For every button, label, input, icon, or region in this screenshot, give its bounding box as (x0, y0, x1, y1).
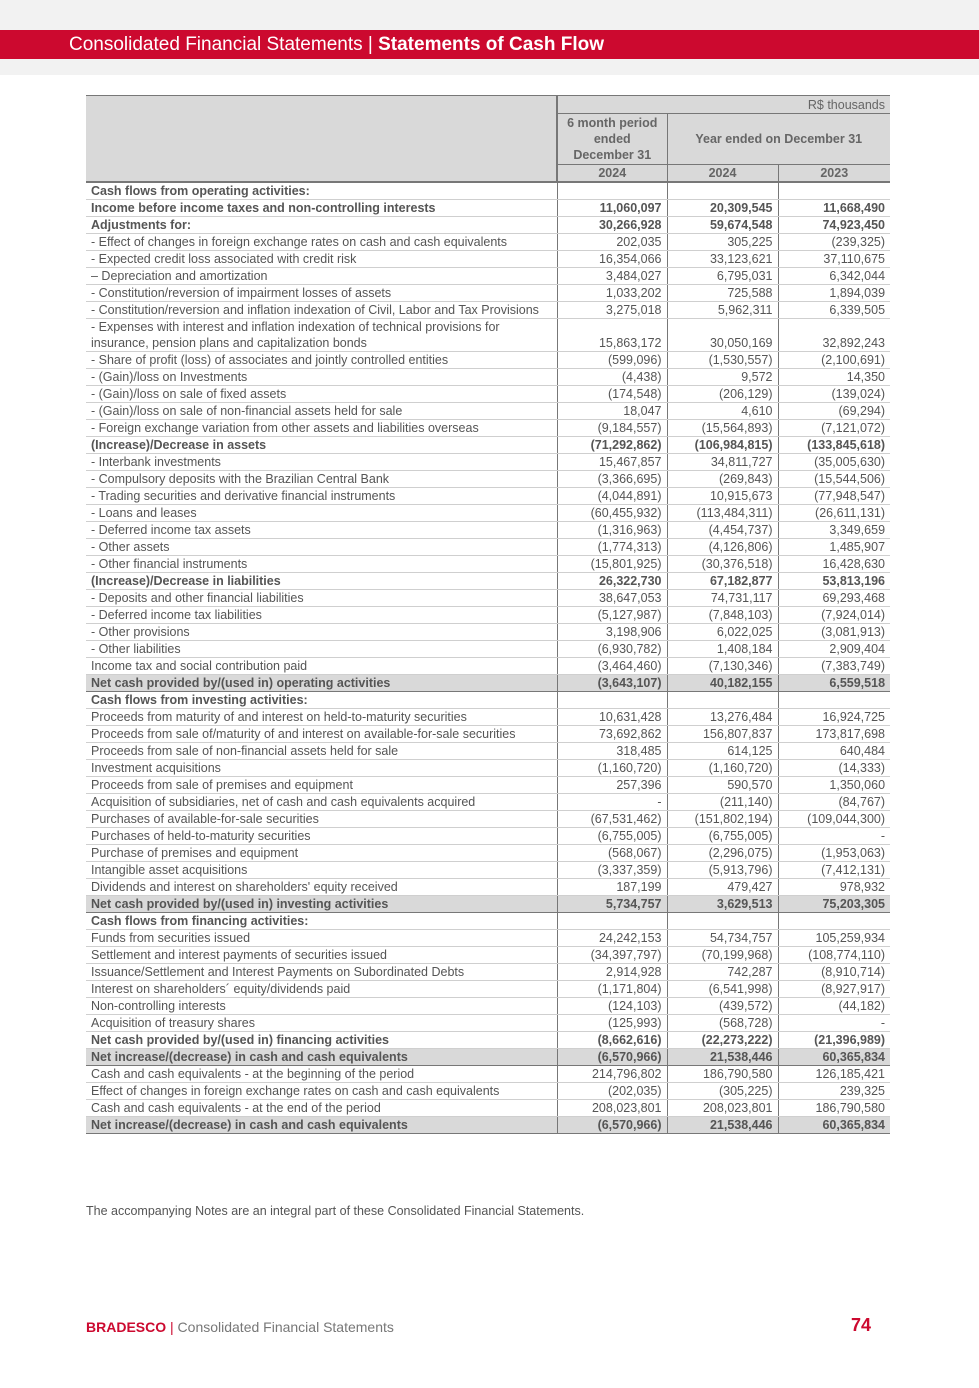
row-label: Net cash provided by/(used in) financing activities (86, 1032, 557, 1049)
row-label: Proceeds from sale of/maturity of and interest on available-for-sale securities (86, 726, 557, 743)
row-value-1: (1,171,804) (557, 981, 667, 998)
row-label: Investment acquisitions (86, 760, 557, 777)
table-row (86, 930, 890, 947)
table-row (86, 709, 890, 726)
footer-section: Consolidated Financial Statements (177, 1319, 394, 1335)
row-value-3: (3,081,913) (778, 624, 890, 641)
table-row (86, 794, 890, 811)
row-value-3: 32,892,243 (778, 319, 890, 352)
row-value-1: (8,662,616) (557, 1032, 667, 1049)
table-row (86, 573, 890, 590)
table-row (86, 1066, 890, 1083)
row-value-2: 21,538,446 (667, 1117, 778, 1134)
row-label: Proceeds from maturity of and interest on held-to-maturity securities (86, 709, 557, 726)
table-row (86, 726, 890, 743)
row-value-2: (568,728) (667, 1015, 778, 1032)
row-label: - Other assets (86, 539, 557, 556)
row-value-2: (151,802,194) (667, 811, 778, 828)
table-row (86, 251, 890, 268)
row-value-2: (211,140) (667, 794, 778, 811)
row-value-3: 74,923,450 (778, 217, 890, 234)
row-label: - Expenses with interest and inflation indexation of technical provisions for insurance, pension plans and capitalization bonds (86, 319, 557, 352)
row-value-3: 1,350,060 (778, 777, 890, 794)
row-label: - Interbank investments (86, 454, 557, 471)
table-row (86, 692, 890, 709)
row-value-3: 640,484 (778, 743, 890, 760)
table-row (86, 556, 890, 573)
row-label: - Constitution/reversion and inflation indexation of Civil, Labor and Tax Provisions (86, 302, 557, 319)
row-value-1: (6,755,005) (557, 828, 667, 845)
table-row (86, 217, 890, 234)
row-value-1: 214,796,802 (557, 1066, 667, 1083)
row-value-2: 33,123,621 (667, 251, 778, 268)
header-separator: | (367, 34, 373, 55)
row-label: - Loans and leases (86, 505, 557, 522)
row-value-3: 16,428,630 (778, 556, 890, 573)
row-value-1: 187,199 (557, 879, 667, 896)
col-year-3: 2023 (778, 165, 890, 183)
table-row (86, 539, 890, 556)
header-title: Statements of Cash Flow (378, 34, 605, 55)
table-row (86, 828, 890, 845)
row-value-3: (35,005,630) (778, 454, 890, 471)
row-value-2: (2,296,075) (667, 845, 778, 862)
row-value-3: (7,924,014) (778, 607, 890, 624)
table-row (86, 913, 890, 930)
row-value-3: 6,342,044 (778, 268, 890, 285)
row-value-2: (30,376,518) (667, 556, 778, 573)
row-value-2: (7,130,346) (667, 658, 778, 675)
row-value-1: 5,734,757 (557, 896, 667, 913)
row-value-2: 3,629,513 (667, 896, 778, 913)
row-label: Income before income taxes and non-controlling interests (86, 200, 557, 217)
row-value-3 (778, 692, 890, 709)
row-value-2: 725,588 (667, 285, 778, 302)
row-label: Purchases of held-to-maturity securities (86, 828, 557, 845)
row-value-3: 69,293,468 (778, 590, 890, 607)
row-label: Income tax and social contribution paid (86, 658, 557, 675)
row-label: - Foreign exchange variation from other assets and liabilities overseas (86, 420, 557, 437)
row-value-3: 60,365,834 (778, 1117, 890, 1134)
header-section: Consolidated Financial Statements (69, 34, 363, 55)
row-value-1: 16,354,066 (557, 251, 667, 268)
col-header-year: Year ended on December 31 (667, 114, 890, 165)
row-value-1: (1,316,963) (557, 522, 667, 539)
table-header (86, 96, 890, 183)
row-value-3 (778, 913, 890, 930)
row-value-2: 479,427 (667, 879, 778, 896)
row-label: (Increase)/Decrease in liabilities (86, 573, 557, 590)
row-value-1: 3,198,906 (557, 624, 667, 641)
row-value-3: (69,294) (778, 403, 890, 420)
row-value-1: (4,438) (557, 369, 667, 386)
row-label: - (Gain)/loss on sale of fixed assets (86, 386, 557, 403)
row-value-3: (44,182) (778, 998, 890, 1015)
row-value-3: 105,259,934 (778, 930, 890, 947)
row-label: Cash flows from operating activities: (86, 182, 557, 200)
row-value-3: (7,121,072) (778, 420, 890, 437)
row-value-2: 10,915,673 (667, 488, 778, 505)
row-label: - Share of profit (loss) of associates and jointly controlled entities (86, 352, 557, 369)
row-label: Non-controlling interests (86, 998, 557, 1015)
row-value-3: (239,325) (778, 234, 890, 251)
page-number: 74 (851, 1315, 872, 1335)
row-value-1: (3,337,359) (557, 862, 667, 879)
row-value-3: 37,110,675 (778, 251, 890, 268)
row-value-1: 208,023,801 (557, 1100, 667, 1117)
row-value-2: 4,610 (667, 403, 778, 420)
row-value-2: (7,848,103) (667, 607, 778, 624)
table-row (86, 1032, 890, 1049)
row-value-3: - (778, 1015, 890, 1032)
row-value-1: 15,467,857 (557, 454, 667, 471)
row-value-1: (6,570,966) (557, 1049, 667, 1066)
row-value-2: (305,225) (667, 1083, 778, 1100)
row-label: Settlement and interest payments of securities issued (86, 947, 557, 964)
row-value-2: 186,790,580 (667, 1066, 778, 1083)
row-value-3: (14,333) (778, 760, 890, 777)
table-row (86, 200, 890, 217)
row-value-1: (3,643,107) (557, 675, 667, 692)
row-value-2: (1,530,557) (667, 352, 778, 369)
row-label: - (Gain)/loss on Investments (86, 369, 557, 386)
table-row (86, 268, 890, 285)
row-label: Acquisition of treasury shares (86, 1015, 557, 1032)
row-value-1: 1,033,202 (557, 285, 667, 302)
table-row (86, 352, 890, 369)
row-value-2: (15,564,893) (667, 420, 778, 437)
row-value-3: 53,813,196 (778, 573, 890, 590)
table-row (86, 505, 890, 522)
row-value-1: - (557, 794, 667, 811)
row-value-1: (34,397,797) (557, 947, 667, 964)
row-value-2: (4,126,806) (667, 539, 778, 556)
row-value-3: (21,396,989) (778, 1032, 890, 1049)
row-value-1: (67,531,462) (557, 811, 667, 828)
row-value-2: 208,023,801 (667, 1100, 778, 1117)
row-value-2: (5,913,796) (667, 862, 778, 879)
row-label: Dividends and interest on shareholders' equity received (86, 879, 557, 896)
row-value-2: 67,182,877 (667, 573, 778, 590)
row-value-2: 20,309,545 (667, 200, 778, 217)
row-value-3: (15,544,506) (778, 471, 890, 488)
table-row (86, 302, 890, 319)
table-row (86, 896, 890, 913)
row-value-2: 54,734,757 (667, 930, 778, 947)
row-value-3 (778, 182, 890, 200)
row-value-3: (26,611,131) (778, 505, 890, 522)
table-row (86, 386, 890, 403)
table-row (86, 285, 890, 302)
row-label: Cash and cash equivalents - at the end of the period (86, 1100, 557, 1117)
page-header-banner (0, 30, 979, 59)
row-value-3: 16,924,725 (778, 709, 890, 726)
table-row (86, 947, 890, 964)
row-value-2: 59,674,548 (667, 217, 778, 234)
table-row (86, 811, 890, 828)
row-value-1: 11,060,097 (557, 200, 667, 217)
row-value-3: (7,383,749) (778, 658, 890, 675)
table-row (86, 1049, 890, 1066)
row-value-3: 3,349,659 (778, 522, 890, 539)
row-value-2: (6,541,998) (667, 981, 778, 998)
table-row (86, 641, 890, 658)
row-value-1: (568,067) (557, 845, 667, 862)
row-value-3: (7,412,131) (778, 862, 890, 879)
row-label: Net increase/(decrease) in cash and cash equivalents (86, 1049, 557, 1066)
table-row (86, 420, 890, 437)
row-value-2: (206,129) (667, 386, 778, 403)
row-label: - Other provisions (86, 624, 557, 641)
row-value-1: (1,160,720) (557, 760, 667, 777)
row-value-3: (1,953,063) (778, 845, 890, 862)
row-label: Adjustments for: (86, 217, 557, 234)
row-value-3: 11,668,490 (778, 200, 890, 217)
table-row (86, 1117, 890, 1134)
row-value-2: 9,572 (667, 369, 778, 386)
row-label: - (Gain)/loss on sale of non-financial assets held for sale (86, 403, 557, 420)
row-label: Intangible asset acquisitions (86, 862, 557, 879)
table-row (86, 522, 890, 539)
row-label: Funds from securities issued (86, 930, 557, 947)
row-label: – Depreciation and amortization (86, 268, 557, 285)
row-label: Issuance/Settlement and Interest Payments on Subordinated Debts (86, 964, 557, 981)
row-value-1: 15,863,172 (557, 319, 667, 352)
row-label: - Deferred income tax liabilities (86, 607, 557, 624)
top-margin-band (0, 0, 979, 30)
unit-label: R$ thousands (557, 96, 890, 114)
table-row (86, 998, 890, 1015)
table-row (86, 1100, 890, 1117)
row-value-2: 5,962,311 (667, 302, 778, 319)
table-row (86, 369, 890, 386)
row-value-3: 6,559,518 (778, 675, 890, 692)
row-value-3: 186,790,580 (778, 1100, 890, 1117)
row-label: - Deposits and other financial liabilities (86, 590, 557, 607)
row-value-1: (3,366,695) (557, 471, 667, 488)
row-label: - Effect of changes in foreign exchange rates on cash and cash equivalents (86, 234, 557, 251)
row-label: Interest on shareholders´ equity/dividends paid (86, 981, 557, 998)
row-value-1: (5,127,987) (557, 607, 667, 624)
row-value-3: 173,817,698 (778, 726, 890, 743)
row-label: Proceeds from sale of premises and equipment (86, 777, 557, 794)
table-row (86, 862, 890, 879)
row-value-2: 590,570 (667, 777, 778, 794)
row-label: (Increase)/Decrease in assets (86, 437, 557, 454)
col-year-1: 2024 (557, 165, 667, 183)
row-label: Net cash provided by/(used in) investing activities (86, 896, 557, 913)
table-row (86, 743, 890, 760)
row-value-2 (667, 182, 778, 200)
row-value-3: (77,948,547) (778, 488, 890, 505)
table-row (86, 590, 890, 607)
row-value-2: 21,538,446 (667, 1049, 778, 1066)
header-blank-cell (86, 96, 557, 183)
footer-brand: BRADESCO (86, 1319, 167, 1335)
table-row (86, 454, 890, 471)
row-label: Net cash provided by/(used in) operating activities (86, 675, 557, 692)
row-value-1: (4,044,891) (557, 488, 667, 505)
row-value-1: 318,485 (557, 743, 667, 760)
row-label: Acquisition of subsidiaries, net of cash and cash equivalents acquired (86, 794, 557, 811)
row-value-1: 2,914,928 (557, 964, 667, 981)
row-value-1: (6,570,966) (557, 1117, 667, 1134)
row-value-1 (557, 182, 667, 200)
row-value-2 (667, 692, 778, 709)
row-value-2: (6,755,005) (667, 828, 778, 845)
row-value-2: 6,795,031 (667, 268, 778, 285)
table-row (86, 234, 890, 251)
row-value-2: (439,572) (667, 998, 778, 1015)
row-value-1: 10,631,428 (557, 709, 667, 726)
row-value-3: 60,365,834 (778, 1049, 890, 1066)
row-value-1: 24,242,153 (557, 930, 667, 947)
row-value-2: (70,199,968) (667, 947, 778, 964)
row-value-1 (557, 692, 667, 709)
row-value-1: 73,692,862 (557, 726, 667, 743)
row-value-3: 1,894,039 (778, 285, 890, 302)
table-row (86, 488, 890, 505)
row-value-2: (106,984,815) (667, 437, 778, 454)
row-value-1: (9,184,557) (557, 420, 667, 437)
row-value-2: 40,182,155 (667, 675, 778, 692)
row-label: Cash flows from financing activities: (86, 913, 557, 930)
row-value-1: 257,396 (557, 777, 667, 794)
row-value-1: (15,801,925) (557, 556, 667, 573)
row-label: - Constitution/reversion of impairment losses of assets (86, 285, 557, 302)
table-row (86, 319, 890, 352)
row-value-3: 6,339,505 (778, 302, 890, 319)
row-value-1: 202,035 (557, 234, 667, 251)
row-value-2: 74,731,117 (667, 590, 778, 607)
table-row (86, 760, 890, 777)
row-value-1: (3,464,460) (557, 658, 667, 675)
row-value-1: (202,035) (557, 1083, 667, 1100)
row-value-3: (2,100,691) (778, 352, 890, 369)
row-label: - Other financial instruments (86, 556, 557, 573)
row-value-3: (133,845,618) (778, 437, 890, 454)
row-value-2: (113,484,311) (667, 505, 778, 522)
row-value-1: 30,266,928 (557, 217, 667, 234)
row-value-3: (8,927,917) (778, 981, 890, 998)
row-value-1: (124,103) (557, 998, 667, 1015)
row-label: - Other liabilities (86, 641, 557, 658)
table-row (86, 981, 890, 998)
row-value-1 (557, 913, 667, 930)
row-value-1: 18,047 (557, 403, 667, 420)
row-label: Cash flows from investing activities: (86, 692, 557, 709)
row-value-3: 75,203,305 (778, 896, 890, 913)
row-value-2: (4,454,737) (667, 522, 778, 539)
row-value-3: 239,325 (778, 1083, 890, 1100)
row-value-2: 1,408,184 (667, 641, 778, 658)
header-under-band (0, 59, 979, 75)
row-value-3: 978,932 (778, 879, 890, 896)
table-body (86, 182, 890, 1134)
row-label: - Deferred income tax assets (86, 522, 557, 539)
row-label: - Compulsory deposits with the Brazilian Central Bank (86, 471, 557, 488)
table-row (86, 879, 890, 896)
col-year-2: 2024 (667, 165, 778, 183)
row-value-1: (60,455,932) (557, 505, 667, 522)
table-row (86, 1015, 890, 1032)
row-value-2: 34,811,727 (667, 454, 778, 471)
row-label: Net increase/(decrease) in cash and cash equivalents (86, 1117, 557, 1134)
row-value-1: 26,322,730 (557, 573, 667, 590)
table-row (86, 964, 890, 981)
row-value-2: 156,807,837 (667, 726, 778, 743)
row-label: - Expected credit loss associated with credit risk (86, 251, 557, 268)
row-value-3: 1,485,907 (778, 539, 890, 556)
row-value-3: - (778, 828, 890, 845)
row-value-2: 614,125 (667, 743, 778, 760)
row-value-3: (109,044,300) (778, 811, 890, 828)
table-row (86, 658, 890, 675)
footer-separator: | (170, 1319, 174, 1335)
row-label: Cash and cash equivalents - at the beginning of the period (86, 1066, 557, 1083)
table-row (86, 182, 890, 200)
row-value-3: 126,185,421 (778, 1066, 890, 1083)
row-value-3: (108,774,110) (778, 947, 890, 964)
row-value-3: 14,350 (778, 369, 890, 386)
table-row (86, 777, 890, 794)
row-value-2 (667, 913, 778, 930)
footnote: The accompanying Notes are an integral part of these Consolidated Financial Statements. (86, 1204, 585, 1218)
row-value-1: (1,774,313) (557, 539, 667, 556)
table-row (86, 845, 890, 862)
table-row (86, 1083, 890, 1100)
table-row (86, 607, 890, 624)
page-footer (86, 1319, 394, 1335)
row-value-2: 30,050,169 (667, 319, 778, 352)
row-value-1: 38,647,053 (557, 590, 667, 607)
row-value-2: 742,287 (667, 964, 778, 981)
row-label: Purchase of premises and equipment (86, 845, 557, 862)
row-value-2: (269,843) (667, 471, 778, 488)
table-row (86, 624, 890, 641)
table-row (86, 403, 890, 420)
row-label: Effect of changes in foreign exchange rates on cash and cash equivalents (86, 1083, 557, 1100)
row-value-1: (6,930,782) (557, 641, 667, 658)
row-value-1: 3,484,027 (557, 268, 667, 285)
table-row (86, 437, 890, 454)
row-value-1: 3,275,018 (557, 302, 667, 319)
row-value-2: (22,273,222) (667, 1032, 778, 1049)
row-label: Purchases of available-for-sale securities (86, 811, 557, 828)
row-value-1: (599,096) (557, 352, 667, 369)
cash-flow-table (86, 95, 890, 1134)
table-row (86, 471, 890, 488)
row-value-1: (71,292,862) (557, 437, 667, 454)
col-header-period: 6 month period ended December 31 (557, 114, 667, 165)
row-value-3: 2,909,404 (778, 641, 890, 658)
table-row (86, 675, 890, 692)
row-label: Proceeds from sale of non-financial assets held for sale (86, 743, 557, 760)
row-value-3: (8,910,714) (778, 964, 890, 981)
row-label: - Trading securities and derivative financial instruments (86, 488, 557, 505)
row-value-1: (125,993) (557, 1015, 667, 1032)
row-value-3: (84,767) (778, 794, 890, 811)
row-value-3: (139,024) (778, 386, 890, 403)
row-value-2: 305,225 (667, 234, 778, 251)
row-value-2: 13,276,484 (667, 709, 778, 726)
row-value-2: (1,160,720) (667, 760, 778, 777)
row-value-2: 6,022,025 (667, 624, 778, 641)
row-value-1: (174,548) (557, 386, 667, 403)
